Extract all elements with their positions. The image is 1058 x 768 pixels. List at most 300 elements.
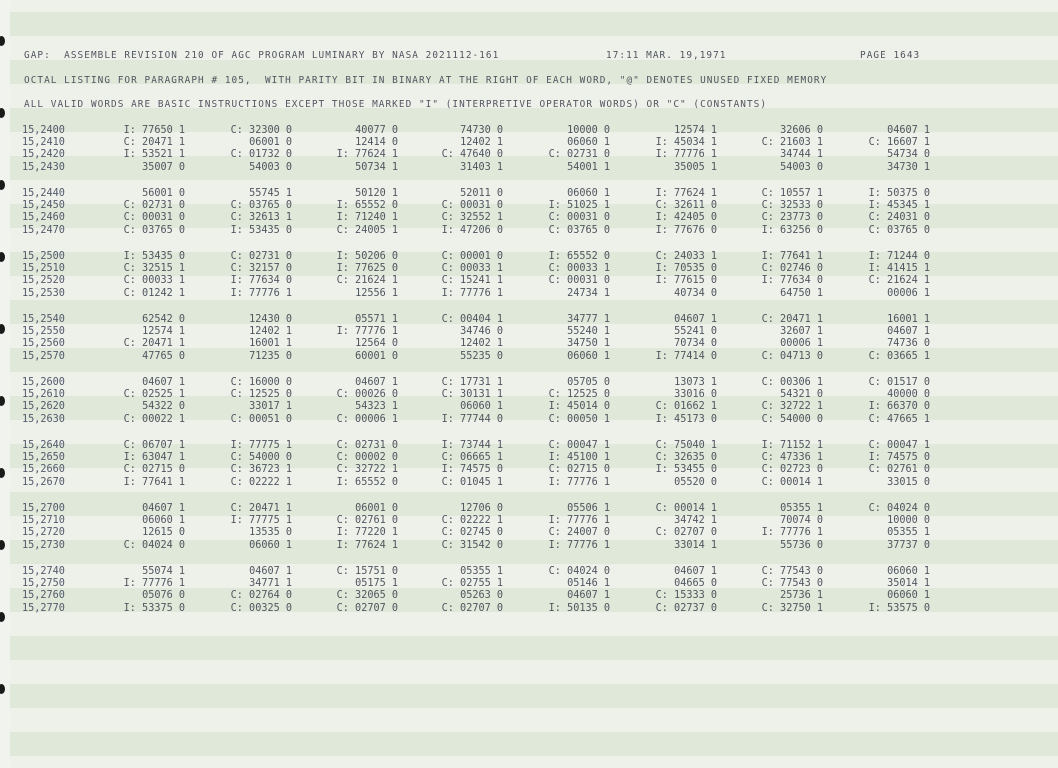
octal-word: C: 32750 1 xyxy=(761,602,823,614)
octal-word: C: 00033 1 xyxy=(441,263,503,275)
octal-word: I: 77776 1 xyxy=(123,578,185,590)
octal-word: 60001 0 xyxy=(355,350,398,362)
octal-word: 54001 1 xyxy=(567,161,610,173)
memory-address: 15,2550 xyxy=(22,326,65,338)
octal-word: I: 45173 0 xyxy=(655,413,717,425)
octal-word: 40734 0 xyxy=(674,287,717,299)
octal-word: C: 03765 0 xyxy=(868,224,930,236)
octal-word: C: 00014 1 xyxy=(761,476,823,488)
octal-word: C: 17731 1 xyxy=(441,377,503,388)
octal-word: 37737 0 xyxy=(887,539,930,551)
octal-word: 06001 0 xyxy=(249,137,292,149)
octal-word: C: 03665 1 xyxy=(868,350,930,362)
listing-block xyxy=(22,503,1042,566)
octal-word: I: 77414 0 xyxy=(655,350,717,362)
octal-word: C: 00033 1 xyxy=(548,263,610,275)
listing-row xyxy=(22,275,1042,287)
octal-word: C: 32533 0 xyxy=(761,200,823,212)
octal-word: 35005 1 xyxy=(674,161,717,173)
octal-word: C: 24007 0 xyxy=(548,527,610,539)
octal-word: 06060 1 xyxy=(567,350,610,362)
octal-word: C: 00014 1 xyxy=(655,503,717,514)
octal-word: 52011 0 xyxy=(460,188,503,199)
listing-row xyxy=(22,125,1042,137)
octal-word: 06001 0 xyxy=(355,503,398,514)
octal-word: C: 77543 0 xyxy=(761,578,823,590)
octal-word: 35007 0 xyxy=(142,161,185,173)
octal-word: C: 02715 0 xyxy=(123,464,185,476)
listing-block xyxy=(22,251,1042,314)
octal-word: 04607 1 xyxy=(142,377,185,388)
octal-word: 34750 1 xyxy=(567,338,610,350)
octal-word: 40077 0 xyxy=(355,125,398,136)
octal-word: C: 54000 0 xyxy=(761,413,823,425)
octal-word: 32607 1 xyxy=(780,326,823,338)
octal-word: I: 45034 1 xyxy=(655,137,717,149)
octal-word: C: 00031 0 xyxy=(123,212,185,224)
octal-word: C: 02745 0 xyxy=(441,527,503,539)
memory-address: 15,2630 xyxy=(22,413,65,425)
listing-row xyxy=(22,515,1042,527)
octal-word: 13073 1 xyxy=(674,377,717,388)
octal-word: C: 00002 0 xyxy=(336,452,398,464)
octal-word: 06060 1 xyxy=(887,590,930,602)
octal-word: C: 04024 0 xyxy=(868,503,930,514)
octal-word: 04607 1 xyxy=(887,326,930,338)
octal-word: 05506 1 xyxy=(567,503,610,514)
octal-word: C: 00033 1 xyxy=(123,275,185,287)
octal-word: 70074 0 xyxy=(780,515,823,527)
octal-word: C: 02222 1 xyxy=(230,476,292,488)
listing-row xyxy=(22,477,1042,489)
octal-word: C: 00047 1 xyxy=(868,440,930,451)
octal-word: I: 74575 0 xyxy=(441,464,503,476)
octal-word: C: 20471 1 xyxy=(230,503,292,514)
octal-word: C: 12525 0 xyxy=(548,389,610,401)
octal-word: I: 77220 1 xyxy=(336,527,398,539)
octal-word: C: 32065 0 xyxy=(336,590,398,602)
memory-address: 15,2760 xyxy=(22,590,65,602)
octal-word: 12615 0 xyxy=(142,527,185,539)
listing-row xyxy=(22,314,1042,326)
octal-word: I: 47206 0 xyxy=(441,224,503,236)
octal-word: 62542 0 xyxy=(142,314,185,325)
header-page-number: PAGE 1643 xyxy=(860,50,921,61)
octal-word: I: 41415 1 xyxy=(868,263,930,275)
octal-word: C: 30131 1 xyxy=(441,389,503,401)
octal-word: I: 45345 1 xyxy=(868,200,930,212)
octal-word: 34746 0 xyxy=(460,326,503,338)
octal-word: C: 24033 1 xyxy=(655,251,717,262)
memory-address: 15,2460 xyxy=(22,212,65,224)
listing-block xyxy=(22,314,1042,377)
octal-word: 04607 1 xyxy=(674,314,717,325)
octal-word: 55240 1 xyxy=(567,326,610,338)
octal-word: C: 02723 0 xyxy=(761,464,823,476)
octal-word: 05076 0 xyxy=(142,590,185,602)
octal-word: C: 21624 1 xyxy=(868,275,930,287)
octal-word: C: 00404 1 xyxy=(441,314,503,325)
octal-word: C: 00026 0 xyxy=(336,389,398,401)
memory-address: 15,2710 xyxy=(22,515,65,527)
octal-word: I: 77634 0 xyxy=(230,275,292,287)
octal-word: 54322 0 xyxy=(142,401,185,413)
octal-word: I: 77615 0 xyxy=(655,275,717,287)
octal-word: I: 65552 0 xyxy=(548,251,610,262)
octal-word: 40000 0 xyxy=(887,389,930,401)
memory-address: 15,2600 xyxy=(22,377,65,388)
octal-word: 04607 1 xyxy=(674,566,717,577)
memory-address: 15,2730 xyxy=(22,539,65,551)
listing-block xyxy=(22,440,1042,503)
listing-row xyxy=(22,464,1042,476)
memory-address: 15,2720 xyxy=(22,527,65,539)
octal-word: 16001 1 xyxy=(887,314,930,325)
octal-word: C: 47665 1 xyxy=(868,413,930,425)
octal-word: C: 36723 1 xyxy=(230,464,292,476)
octal-word: I: 77776 1 xyxy=(655,149,717,161)
listing-row xyxy=(22,212,1042,224)
memory-address: 15,2540 xyxy=(22,314,65,325)
octal-word: 33016 0 xyxy=(674,389,717,401)
octal-word: C: 00031 0 xyxy=(548,275,610,287)
octal-word: C: 02707 0 xyxy=(655,527,717,539)
octal-word: C: 75040 1 xyxy=(655,440,717,451)
listing-row xyxy=(22,452,1042,464)
octal-word: C: 32722 1 xyxy=(761,401,823,413)
octal-word: 04607 1 xyxy=(887,125,930,136)
tractor-feed-hole xyxy=(0,36,5,46)
octal-word: 55745 1 xyxy=(249,188,292,199)
octal-word: C: 02222 1 xyxy=(441,515,503,527)
octal-word: 12414 0 xyxy=(355,137,398,149)
octal-word: I: 77776 1 xyxy=(548,539,610,551)
octal-word: C: 21624 1 xyxy=(336,275,398,287)
octal-word: C: 54000 0 xyxy=(230,452,292,464)
octal-word: C: 32157 0 xyxy=(230,263,292,275)
octal-word: C: 00051 0 xyxy=(230,413,292,425)
octal-word: I: 77650 1 xyxy=(123,125,185,136)
octal-word: C: 02707 0 xyxy=(336,602,398,614)
tractor-feed-hole xyxy=(0,396,5,406)
octal-word: C: 21603 1 xyxy=(761,137,823,149)
octal-word: 33015 0 xyxy=(887,476,930,488)
octal-word: C: 02737 0 xyxy=(655,602,717,614)
tractor-feed-hole xyxy=(0,612,5,622)
octal-word: 55235 0 xyxy=(460,350,503,362)
listing-row xyxy=(22,389,1042,401)
octal-word: 10000 0 xyxy=(567,125,610,136)
octal-word: 54734 0 xyxy=(887,149,930,161)
octal-word: C: 32515 1 xyxy=(123,263,185,275)
octal-word: 04607 1 xyxy=(355,377,398,388)
octal-word: C: 02715 0 xyxy=(548,464,610,476)
octal-word: I: 77776 1 xyxy=(548,476,610,488)
octal-word: I: 63256 0 xyxy=(761,224,823,236)
octal-word: 05355 1 xyxy=(460,566,503,577)
octal-word: C: 02731 0 xyxy=(230,251,292,262)
octal-word: 54321 0 xyxy=(780,389,823,401)
tractor-feed-hole xyxy=(0,540,5,550)
octal-word: 12402 1 xyxy=(460,137,503,149)
listing-row xyxy=(22,590,1042,602)
octal-word: 64750 1 xyxy=(780,287,823,299)
octal-word: 10000 0 xyxy=(887,515,930,527)
octal-word: 12706 0 xyxy=(460,503,503,514)
octal-word: I: 50206 0 xyxy=(336,251,398,262)
octal-word: C: 02764 0 xyxy=(230,590,292,602)
octal-word: I: 77776 1 xyxy=(548,515,610,527)
octal-word: C: 02761 0 xyxy=(868,464,930,476)
octal-word: 34777 1 xyxy=(567,314,610,325)
octal-word: C: 15751 0 xyxy=(336,566,398,577)
octal-word: I: 42405 0 xyxy=(655,212,717,224)
octal-word: C: 02731 0 xyxy=(548,149,610,161)
octal-word: 34771 1 xyxy=(249,578,292,590)
octal-word: 33017 1 xyxy=(249,401,292,413)
octal-listing xyxy=(22,125,1042,629)
octal-word: 12402 1 xyxy=(249,326,292,338)
octal-word: 12574 1 xyxy=(142,326,185,338)
octal-word: C: 01242 1 xyxy=(123,287,185,299)
octal-word: I: 77744 0 xyxy=(441,413,503,425)
memory-address: 15,2770 xyxy=(22,602,65,614)
memory-address: 15,2400 xyxy=(22,125,65,136)
listing-row xyxy=(22,149,1042,161)
octal-word: 12564 0 xyxy=(355,338,398,350)
octal-word: C: 32722 1 xyxy=(336,464,398,476)
listing-row xyxy=(22,162,1042,174)
octal-word: C: 00031 0 xyxy=(548,212,610,224)
octal-word: 33014 1 xyxy=(674,539,717,551)
header-valid-words-line: ALL VALID WORDS ARE BASIC INSTRUCTIONS EXCEPT THOSE MARKED "I" (INTERPRETIVE OPERATOR WORDS) OR "C" (CONSTANTS) xyxy=(24,99,768,110)
octal-word: C: 06707 1 xyxy=(123,440,185,451)
octal-word: 06060 1 xyxy=(142,515,185,527)
octal-word: C: 20471 1 xyxy=(761,314,823,325)
tractor-feed-hole xyxy=(0,108,5,118)
listing-row xyxy=(22,401,1042,413)
octal-word: I: 50135 0 xyxy=(548,602,610,614)
listing-row xyxy=(22,527,1042,539)
octal-word: 04665 0 xyxy=(674,578,717,590)
octal-word: C: 32552 1 xyxy=(441,212,503,224)
memory-address: 15,2500 xyxy=(22,251,65,262)
octal-word: 04607 1 xyxy=(249,566,292,577)
octal-word: C: 02707 0 xyxy=(441,602,503,614)
octal-word: 70734 0 xyxy=(674,338,717,350)
octal-word: C: 04024 0 xyxy=(123,539,185,551)
octal-word: I: 77676 0 xyxy=(655,224,717,236)
memory-address: 15,2670 xyxy=(22,476,65,488)
octal-word: I: 77625 0 xyxy=(336,263,398,275)
memory-address: 15,2740 xyxy=(22,566,65,577)
octal-word: 12556 1 xyxy=(355,287,398,299)
octal-word: C: 06665 1 xyxy=(441,452,503,464)
octal-word: C: 20471 1 xyxy=(123,137,185,149)
octal-word: 71235 0 xyxy=(249,350,292,362)
listing-row xyxy=(22,326,1042,338)
octal-word: I: 65552 0 xyxy=(336,200,398,212)
octal-word: I: 71244 0 xyxy=(868,251,930,262)
octal-word: I: 45100 1 xyxy=(548,452,610,464)
octal-word: C: 47336 1 xyxy=(761,452,823,464)
octal-word: I: 77641 1 xyxy=(761,251,823,262)
octal-word: 05705 0 xyxy=(567,377,610,388)
octal-word: C: 02761 0 xyxy=(336,515,398,527)
octal-word: 16001 1 xyxy=(249,338,292,350)
octal-word: I: 53435 0 xyxy=(230,224,292,236)
listing-row xyxy=(22,414,1042,426)
listing-row xyxy=(22,251,1042,263)
octal-word: I: 77624 1 xyxy=(655,188,717,199)
memory-address: 15,2520 xyxy=(22,275,65,287)
tractor-feed-hole xyxy=(0,324,5,334)
octal-word: I: 77624 1 xyxy=(336,539,398,551)
octal-word: 06060 1 xyxy=(460,401,503,413)
octal-word: C: 16000 0 xyxy=(230,377,292,388)
octal-word: 05263 0 xyxy=(460,590,503,602)
listing-row xyxy=(22,578,1042,590)
listing-block xyxy=(22,188,1042,251)
octal-word: C: 04024 0 xyxy=(548,566,610,577)
octal-word: I: 66370 0 xyxy=(868,401,930,413)
octal-word: C: 20471 1 xyxy=(123,338,185,350)
octal-word: 05355 1 xyxy=(780,503,823,514)
memory-address: 15,2420 xyxy=(22,149,65,161)
octal-word: 12430 0 xyxy=(249,314,292,325)
octal-word: C: 32300 0 xyxy=(230,125,292,136)
octal-word: C: 24031 0 xyxy=(868,212,930,224)
octal-word: I: 77641 1 xyxy=(123,476,185,488)
memory-address: 15,2560 xyxy=(22,338,65,350)
octal-word: 06060 1 xyxy=(887,566,930,577)
octal-word: 35014 1 xyxy=(887,578,930,590)
octal-word: C: 03765 0 xyxy=(123,224,185,236)
octal-word: C: 02755 1 xyxy=(441,578,503,590)
octal-word: 50734 1 xyxy=(355,161,398,173)
memory-address: 15,2410 xyxy=(22,137,65,149)
memory-address: 15,2610 xyxy=(22,389,65,401)
octal-word: 12574 1 xyxy=(674,125,717,136)
octal-word: 56001 0 xyxy=(142,188,185,199)
octal-word: 74730 0 xyxy=(460,125,503,136)
octal-word: C: 02731 0 xyxy=(123,200,185,212)
octal-word: 47765 0 xyxy=(142,350,185,362)
octal-word: C: 01045 1 xyxy=(441,476,503,488)
octal-word: 54323 1 xyxy=(355,401,398,413)
octal-word: 06060 1 xyxy=(567,137,610,149)
octal-word: 05355 1 xyxy=(887,527,930,539)
octal-word: C: 47640 0 xyxy=(441,149,503,161)
listing-row xyxy=(22,440,1042,452)
octal-word: C: 02731 0 xyxy=(336,440,398,451)
octal-word: 05520 0 xyxy=(674,476,717,488)
octal-word: 54003 0 xyxy=(780,161,823,173)
octal-word: I: 53375 0 xyxy=(123,602,185,614)
octal-word: C: 03765 0 xyxy=(230,200,292,212)
listing-row xyxy=(22,263,1042,275)
header-octal-listing-line: OCTAL LISTING FOR PARAGRAPH # 105, WITH PARITY BIT IN BINARY AT THE RIGHT OF EACH WORD, "@" DENOTES UNUSED FIXED MEMORY xyxy=(24,75,828,86)
octal-word: C: 01732 0 xyxy=(230,149,292,161)
listing-row xyxy=(22,351,1042,363)
memory-address: 15,2650 xyxy=(22,452,65,464)
listing-row xyxy=(22,503,1042,515)
listing-row xyxy=(22,288,1042,300)
octal-word: 54003 0 xyxy=(249,161,292,173)
listing-row xyxy=(22,540,1042,552)
octal-word: 55736 0 xyxy=(780,539,823,551)
memory-address: 15,2440 xyxy=(22,188,65,199)
memory-address: 15,2430 xyxy=(22,161,65,173)
octal-word: C: 01517 0 xyxy=(868,377,930,388)
octal-word: I: 50375 0 xyxy=(868,188,930,199)
octal-word: C: 02746 0 xyxy=(761,263,823,275)
header-assembly-line: GAP: ASSEMBLE REVISION 210 OF AGC PROGRAM LUMINARY BY NASA 2021112-161 xyxy=(24,50,500,61)
octal-word: I: 45014 0 xyxy=(548,401,610,413)
octal-word: 34744 1 xyxy=(780,149,823,161)
octal-word: I: 77776 1 xyxy=(761,527,823,539)
octal-word: C: 32613 1 xyxy=(230,212,292,224)
octal-word: 31403 1 xyxy=(460,161,503,173)
memory-address: 15,2620 xyxy=(22,401,65,413)
listing-row xyxy=(22,225,1042,237)
octal-word: C: 03765 0 xyxy=(548,224,610,236)
listing-row xyxy=(22,338,1042,350)
octal-word: I: 53521 1 xyxy=(123,149,185,161)
octal-word: C: 01662 1 xyxy=(655,401,717,413)
octal-word: 05146 1 xyxy=(567,578,610,590)
octal-word: C: 31542 0 xyxy=(441,539,503,551)
octal-word: I: 53435 0 xyxy=(123,251,185,262)
octal-word: C: 00006 1 xyxy=(336,413,398,425)
octal-word: C: 15333 0 xyxy=(655,590,717,602)
listing-row xyxy=(22,603,1042,615)
octal-word: 74736 0 xyxy=(887,338,930,350)
octal-word: C: 00050 1 xyxy=(548,413,610,425)
memory-address: 15,2510 xyxy=(22,263,65,275)
octal-word: C: 15241 1 xyxy=(441,275,503,287)
memory-address: 15,2530 xyxy=(22,287,65,299)
octal-word: 00006 1 xyxy=(887,287,930,299)
octal-word: I: 74575 0 xyxy=(868,452,930,464)
octal-word: I: 70535 0 xyxy=(655,263,717,275)
tractor-feed-hole xyxy=(0,684,5,694)
octal-word: I: 77775 1 xyxy=(230,440,292,451)
memory-address: 15,2470 xyxy=(22,224,65,236)
octal-word: I: 53575 0 xyxy=(868,602,930,614)
octal-word: C: 16607 1 xyxy=(868,137,930,149)
octal-word: 24734 1 xyxy=(567,287,610,299)
memory-address: 15,2570 xyxy=(22,350,65,362)
octal-word: C: 00325 0 xyxy=(230,602,292,614)
octal-word: C: 00047 1 xyxy=(548,440,610,451)
octal-word: 50120 1 xyxy=(355,188,398,199)
octal-word: 04607 1 xyxy=(567,590,610,602)
octal-word: 05175 1 xyxy=(355,578,398,590)
listing-block xyxy=(22,125,1042,188)
octal-word: 32606 0 xyxy=(780,125,823,136)
octal-word: 34730 1 xyxy=(887,161,930,173)
listing-row xyxy=(22,188,1042,200)
octal-word: 13535 0 xyxy=(249,527,292,539)
tractor-feed-hole xyxy=(0,180,5,190)
octal-word: 55074 1 xyxy=(142,566,185,577)
octal-word: C: 00001 0 xyxy=(441,251,503,262)
octal-word: I: 71152 1 xyxy=(761,440,823,451)
memory-address: 15,2640 xyxy=(22,440,65,451)
octal-word: C: 00022 1 xyxy=(123,413,185,425)
listing-row xyxy=(22,200,1042,212)
